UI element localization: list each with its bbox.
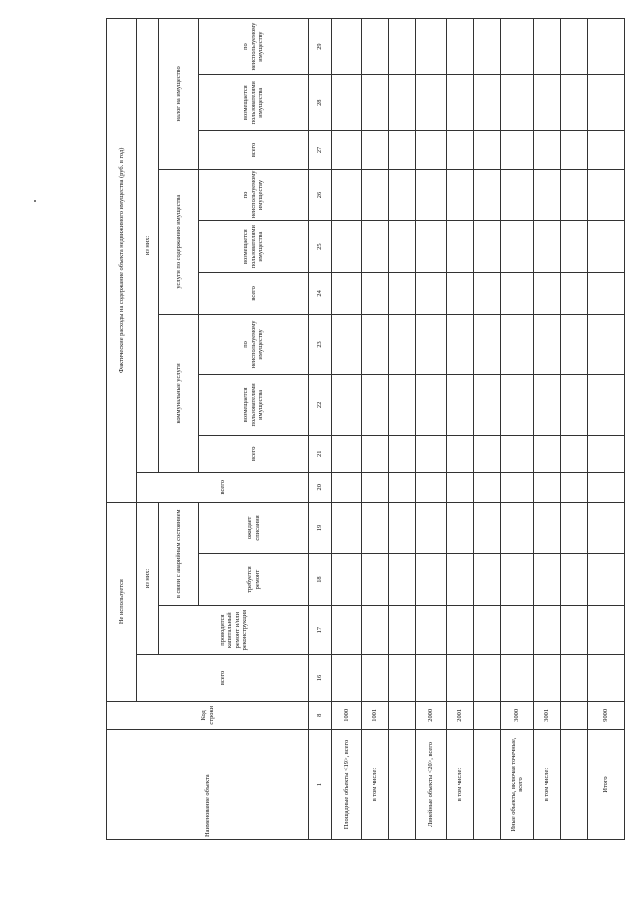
col-number: 19 — [309, 502, 332, 554]
col-number: 20 — [309, 472, 332, 502]
data-cell[interactable] — [447, 19, 474, 75]
data-cell[interactable] — [561, 272, 588, 314]
col-number: 22 — [309, 375, 332, 435]
col-header-code — [107, 701, 309, 730]
tax-reimbursed — [199, 75, 309, 131]
data-cell[interactable] — [501, 554, 534, 606]
maintenance-total — [199, 272, 309, 314]
data-cell[interactable] — [416, 131, 447, 169]
capital-repair-text: проводится капитальный ремонт и/или реконструкция — [218, 609, 248, 651]
data-cell[interactable] — [588, 169, 625, 221]
data-cell[interactable] — [362, 472, 389, 502]
group-not-used — [107, 502, 137, 701]
data-cell[interactable] — [389, 221, 416, 273]
expenses-of-which — [137, 19, 159, 473]
data-cell[interactable] — [534, 472, 561, 502]
data-cell[interactable] — [474, 75, 501, 131]
row-name — [389, 730, 416, 840]
data-cell[interactable] — [561, 169, 588, 221]
col-header-name — [107, 730, 309, 840]
data-cell[interactable] — [501, 375, 534, 435]
col-number: 16 — [309, 655, 332, 701]
data-cell[interactable] — [362, 221, 389, 273]
table-row — [362, 19, 389, 840]
col-number: 27 — [309, 131, 332, 169]
data-cell[interactable] — [588, 221, 625, 273]
data-cell[interactable] — [389, 435, 416, 472]
data-cell[interactable] — [588, 554, 625, 606]
data-cell[interactable] — [501, 75, 534, 131]
col-number: 17 — [309, 605, 332, 654]
row-code — [561, 701, 588, 730]
data-cell[interactable] — [332, 131, 362, 169]
data-cell[interactable] — [501, 19, 534, 75]
data-cell[interactable] — [561, 375, 588, 435]
scan-speck — [34, 200, 36, 202]
data-cell[interactable] — [474, 435, 501, 472]
data-cell[interactable] — [501, 272, 534, 314]
communal-unused-text: по неиспользуемому имуществу — [242, 320, 265, 369]
not-used-of-which — [137, 502, 159, 655]
data-cell[interactable] — [561, 131, 588, 169]
row-code — [474, 701, 501, 730]
table-row — [389, 19, 416, 840]
data-cell[interactable] — [389, 472, 416, 502]
data-cell[interactable] — [447, 169, 474, 221]
data-cell[interactable] — [332, 375, 362, 435]
data-cell[interactable] — [447, 272, 474, 314]
data-cell[interactable] — [474, 169, 501, 221]
row-name: в том числе: — [447, 730, 474, 840]
maintenance-reimbursed-text: возмещается пользователями имущества — [242, 225, 265, 269]
col-number: 25 — [309, 221, 332, 273]
data-cell[interactable] — [389, 19, 416, 75]
data-cell[interactable] — [534, 169, 561, 221]
property-tax-text: налог на имущество — [174, 66, 182, 122]
row-code: 2001 — [447, 701, 474, 730]
header-row-1 — [107, 19, 137, 840]
data-cell[interactable] — [588, 655, 625, 701]
col-header-name-text: Наименование объекта — [203, 774, 211, 837]
data-cell[interactable] — [416, 605, 447, 654]
col-number: 1 — [309, 730, 332, 840]
data-cell[interactable] — [389, 131, 416, 169]
communal-unused — [199, 314, 309, 374]
data-cell[interactable] — [416, 472, 447, 502]
not-used-total-text: всего — [218, 670, 226, 686]
data-cell[interactable] — [416, 314, 447, 374]
data-cell[interactable] — [534, 435, 561, 472]
tax-reimbursed-text: возмещается пользователями имущества — [242, 81, 265, 125]
data-cell[interactable] — [534, 131, 561, 169]
data-cell[interactable] — [588, 605, 625, 654]
data-cell[interactable] — [447, 472, 474, 502]
maintenance-total-text: всего — [249, 286, 257, 301]
data-cell[interactable] — [332, 472, 362, 502]
data-cell[interactable] — [474, 655, 501, 701]
data-cell[interactable] — [332, 554, 362, 606]
data-cell[interactable] — [447, 75, 474, 131]
data-cell[interactable] — [447, 655, 474, 701]
data-cell[interactable] — [561, 19, 588, 75]
row-code: 1001 — [362, 701, 389, 730]
data-cell[interactable] — [474, 375, 501, 435]
data-cell[interactable] — [474, 502, 501, 554]
row-name — [474, 730, 501, 840]
communal-reimbursed — [199, 375, 309, 435]
data-cell[interactable] — [561, 605, 588, 654]
capital-repair-header — [159, 605, 309, 654]
row-code: 9000 — [588, 701, 625, 730]
data-cell[interactable] — [588, 314, 625, 374]
data-cell[interactable] — [474, 272, 501, 314]
maintenance-unused-text: по неиспользуемому имуществу — [242, 170, 265, 219]
data-cell[interactable] — [588, 472, 625, 502]
table-row — [501, 19, 534, 840]
table-row — [474, 19, 501, 840]
data-cell[interactable] — [474, 314, 501, 374]
data-cell[interactable] — [501, 169, 534, 221]
data-cell[interactable] — [534, 554, 561, 606]
group-actual-expenses — [107, 19, 137, 503]
data-cell[interactable] — [561, 472, 588, 502]
data-cell[interactable] — [389, 375, 416, 435]
data-cell[interactable] — [416, 272, 447, 314]
table-row — [447, 19, 474, 840]
row-code: 3000 — [501, 701, 534, 730]
data-cell[interactable] — [534, 314, 561, 374]
row-code — [389, 701, 416, 730]
data-cell[interactable] — [447, 375, 474, 435]
data-cell[interactable] — [561, 75, 588, 131]
rotated-form — [106, 18, 620, 840]
data-cell[interactable] — [474, 605, 501, 654]
maintenance-reimbursed — [199, 221, 309, 273]
property-tax-header — [159, 19, 199, 170]
row-name: в том числе: — [362, 730, 389, 840]
data-cell[interactable] — [332, 272, 362, 314]
not-used-of-which-text: из них: — [143, 568, 151, 589]
data-cell[interactable] — [332, 75, 362, 131]
data-cell[interactable] — [389, 655, 416, 701]
row-name — [561, 730, 588, 840]
data-cell[interactable] — [332, 502, 362, 554]
data-cell[interactable] — [474, 554, 501, 606]
data-cell[interactable] — [588, 435, 625, 472]
data-cell[interactable] — [332, 221, 362, 273]
data-cell[interactable] — [588, 272, 625, 314]
data-cell[interactable] — [501, 605, 534, 654]
tax-total — [199, 131, 309, 169]
col-number: 21 — [309, 435, 332, 472]
not-used-total — [137, 655, 309, 701]
col-number: 29 — [309, 19, 332, 75]
expenses-of-which-text: из них: — [143, 235, 151, 256]
data-cell[interactable] — [501, 131, 534, 169]
communal-reimbursed-text: возмещается пользователями имущества — [242, 383, 265, 427]
data-cell[interactable] — [588, 19, 625, 75]
data-cell[interactable] — [501, 221, 534, 273]
data-cell[interactable] — [389, 554, 416, 606]
group-not-used-text: Не используется — [117, 579, 125, 625]
data-cell[interactable] — [447, 435, 474, 472]
data-cell[interactable] — [474, 472, 501, 502]
data-cell[interactable] — [332, 169, 362, 221]
data-cell[interactable] — [332, 435, 362, 472]
data-cell[interactable] — [389, 75, 416, 131]
awaiting-writeoff-text: ожидает списания — [246, 515, 261, 541]
col-header-code-text: Код строки — [200, 706, 215, 725]
expenses-total — [137, 472, 309, 502]
data-cell[interactable] — [416, 502, 447, 554]
row-code: 3001 — [534, 701, 561, 730]
communal-total-text: всего — [249, 446, 257, 461]
data-cell[interactable] — [362, 435, 389, 472]
data-cell[interactable] — [501, 655, 534, 701]
data-cell[interactable] — [416, 554, 447, 606]
data-cell[interactable] — [534, 655, 561, 701]
row-name: в том числе: — [534, 730, 561, 840]
data-cell[interactable] — [561, 655, 588, 701]
data-cell[interactable] — [561, 554, 588, 606]
data-cell[interactable] — [447, 554, 474, 606]
col-number: 26 — [309, 169, 332, 221]
data-cell[interactable] — [447, 131, 474, 169]
data-cell[interactable] — [416, 435, 447, 472]
data-cell[interactable] — [588, 131, 625, 169]
data-cell[interactable] — [389, 314, 416, 374]
data-cell[interactable] — [534, 19, 561, 75]
data-cell[interactable] — [474, 131, 501, 169]
communal-text: коммунальные услуги — [174, 363, 182, 424]
row-code: 1000 — [332, 701, 362, 730]
data-cell[interactable] — [362, 502, 389, 554]
needs-repair-text: требуется ремонт — [246, 566, 261, 593]
tax-unused-text: по неиспользуемому имуществу — [242, 22, 265, 71]
data-cell[interactable] — [389, 272, 416, 314]
column-numbers-row — [309, 19, 332, 840]
data-rows — [332, 19, 625, 840]
maintenance-text: услуги по содержанию имущества — [174, 194, 182, 289]
communal-total — [199, 435, 309, 472]
data-cell[interactable] — [389, 605, 416, 654]
data-cell[interactable] — [362, 554, 389, 606]
data-cell[interactable] — [534, 221, 561, 273]
data-cell[interactable] — [362, 314, 389, 374]
data-cell[interactable] — [501, 502, 534, 554]
data-cell[interactable] — [447, 314, 474, 374]
data-cell[interactable] — [416, 655, 447, 701]
col-number: 23 — [309, 314, 332, 374]
emergency-header — [159, 502, 199, 605]
data-cell[interactable] — [362, 375, 389, 435]
data-cell[interactable] — [362, 131, 389, 169]
data-cell[interactable] — [561, 314, 588, 374]
data-cell[interactable] — [501, 435, 534, 472]
data-cell[interactable] — [416, 19, 447, 75]
table-row — [534, 19, 561, 840]
data-cell[interactable] — [332, 605, 362, 654]
col-number: 8 — [309, 701, 332, 730]
data-cell[interactable] — [561, 435, 588, 472]
tax-total-text: всего — [249, 142, 257, 158]
needs-repair-header — [199, 554, 309, 606]
data-cell[interactable] — [501, 472, 534, 502]
data-cell[interactable] — [362, 169, 389, 221]
data-cell[interactable] — [447, 221, 474, 273]
data-cell[interactable] — [501, 314, 534, 374]
data-cell[interactable] — [534, 375, 561, 435]
col-number: 18 — [309, 554, 332, 606]
data-cell[interactable] — [474, 221, 501, 273]
row-name: Итого — [588, 730, 625, 840]
data-cell[interactable] — [447, 605, 474, 654]
row-name: Линейные объекты <20>, всего — [416, 730, 447, 840]
data-cell[interactable] — [362, 655, 389, 701]
data-cell[interactable] — [332, 314, 362, 374]
data-cell[interactable] — [332, 655, 362, 701]
data-cell[interactable] — [534, 502, 561, 554]
data-cell[interactable] — [534, 75, 561, 131]
expenses-total-text: всего — [218, 480, 226, 495]
data-cell[interactable] — [447, 502, 474, 554]
data-cell[interactable] — [362, 75, 389, 131]
data-cell[interactable] — [534, 605, 561, 654]
maintenance-header — [159, 169, 199, 314]
table-row — [416, 19, 447, 840]
data-cell[interactable] — [588, 375, 625, 435]
row-name: Иные объекты, включая точечные, всего — [501, 730, 534, 840]
communal-header — [159, 314, 199, 472]
data-cell[interactable] — [416, 221, 447, 273]
row-name: Площадные объекты <19>, всего — [332, 730, 362, 840]
data-cell[interactable] — [534, 272, 561, 314]
maintenance-unused — [199, 169, 309, 221]
row-code: 2000 — [416, 701, 447, 730]
data-cell[interactable] — [362, 272, 389, 314]
table-row — [332, 19, 362, 840]
data-cell[interactable] — [561, 502, 588, 554]
data-cell[interactable] — [362, 19, 389, 75]
table-row — [588, 19, 625, 840]
data-cell[interactable] — [416, 169, 447, 221]
data-cell[interactable] — [561, 221, 588, 273]
data-cell[interactable] — [332, 19, 362, 75]
data-cell[interactable] — [474, 19, 501, 75]
data-cell[interactable] — [588, 502, 625, 554]
emergency-text: в связи с аварийным состоянием — [174, 509, 182, 599]
table-row — [561, 19, 588, 840]
data-cell[interactable] — [389, 169, 416, 221]
awaiting-writeoff-header — [199, 502, 309, 554]
data-cell[interactable] — [362, 605, 389, 654]
expenses-table — [106, 18, 625, 840]
group-actual-expenses-text: Фактические расходы на содержание объекта недвижимого имущества (руб. в год) — [117, 147, 125, 373]
data-cell[interactable] — [416, 75, 447, 131]
col-number: 24 — [309, 272, 332, 314]
data-cell[interactable] — [389, 502, 416, 554]
col-number: 28 — [309, 75, 332, 131]
data-cell[interactable] — [416, 375, 447, 435]
tax-unused — [199, 19, 309, 75]
data-cell[interactable] — [588, 75, 625, 131]
